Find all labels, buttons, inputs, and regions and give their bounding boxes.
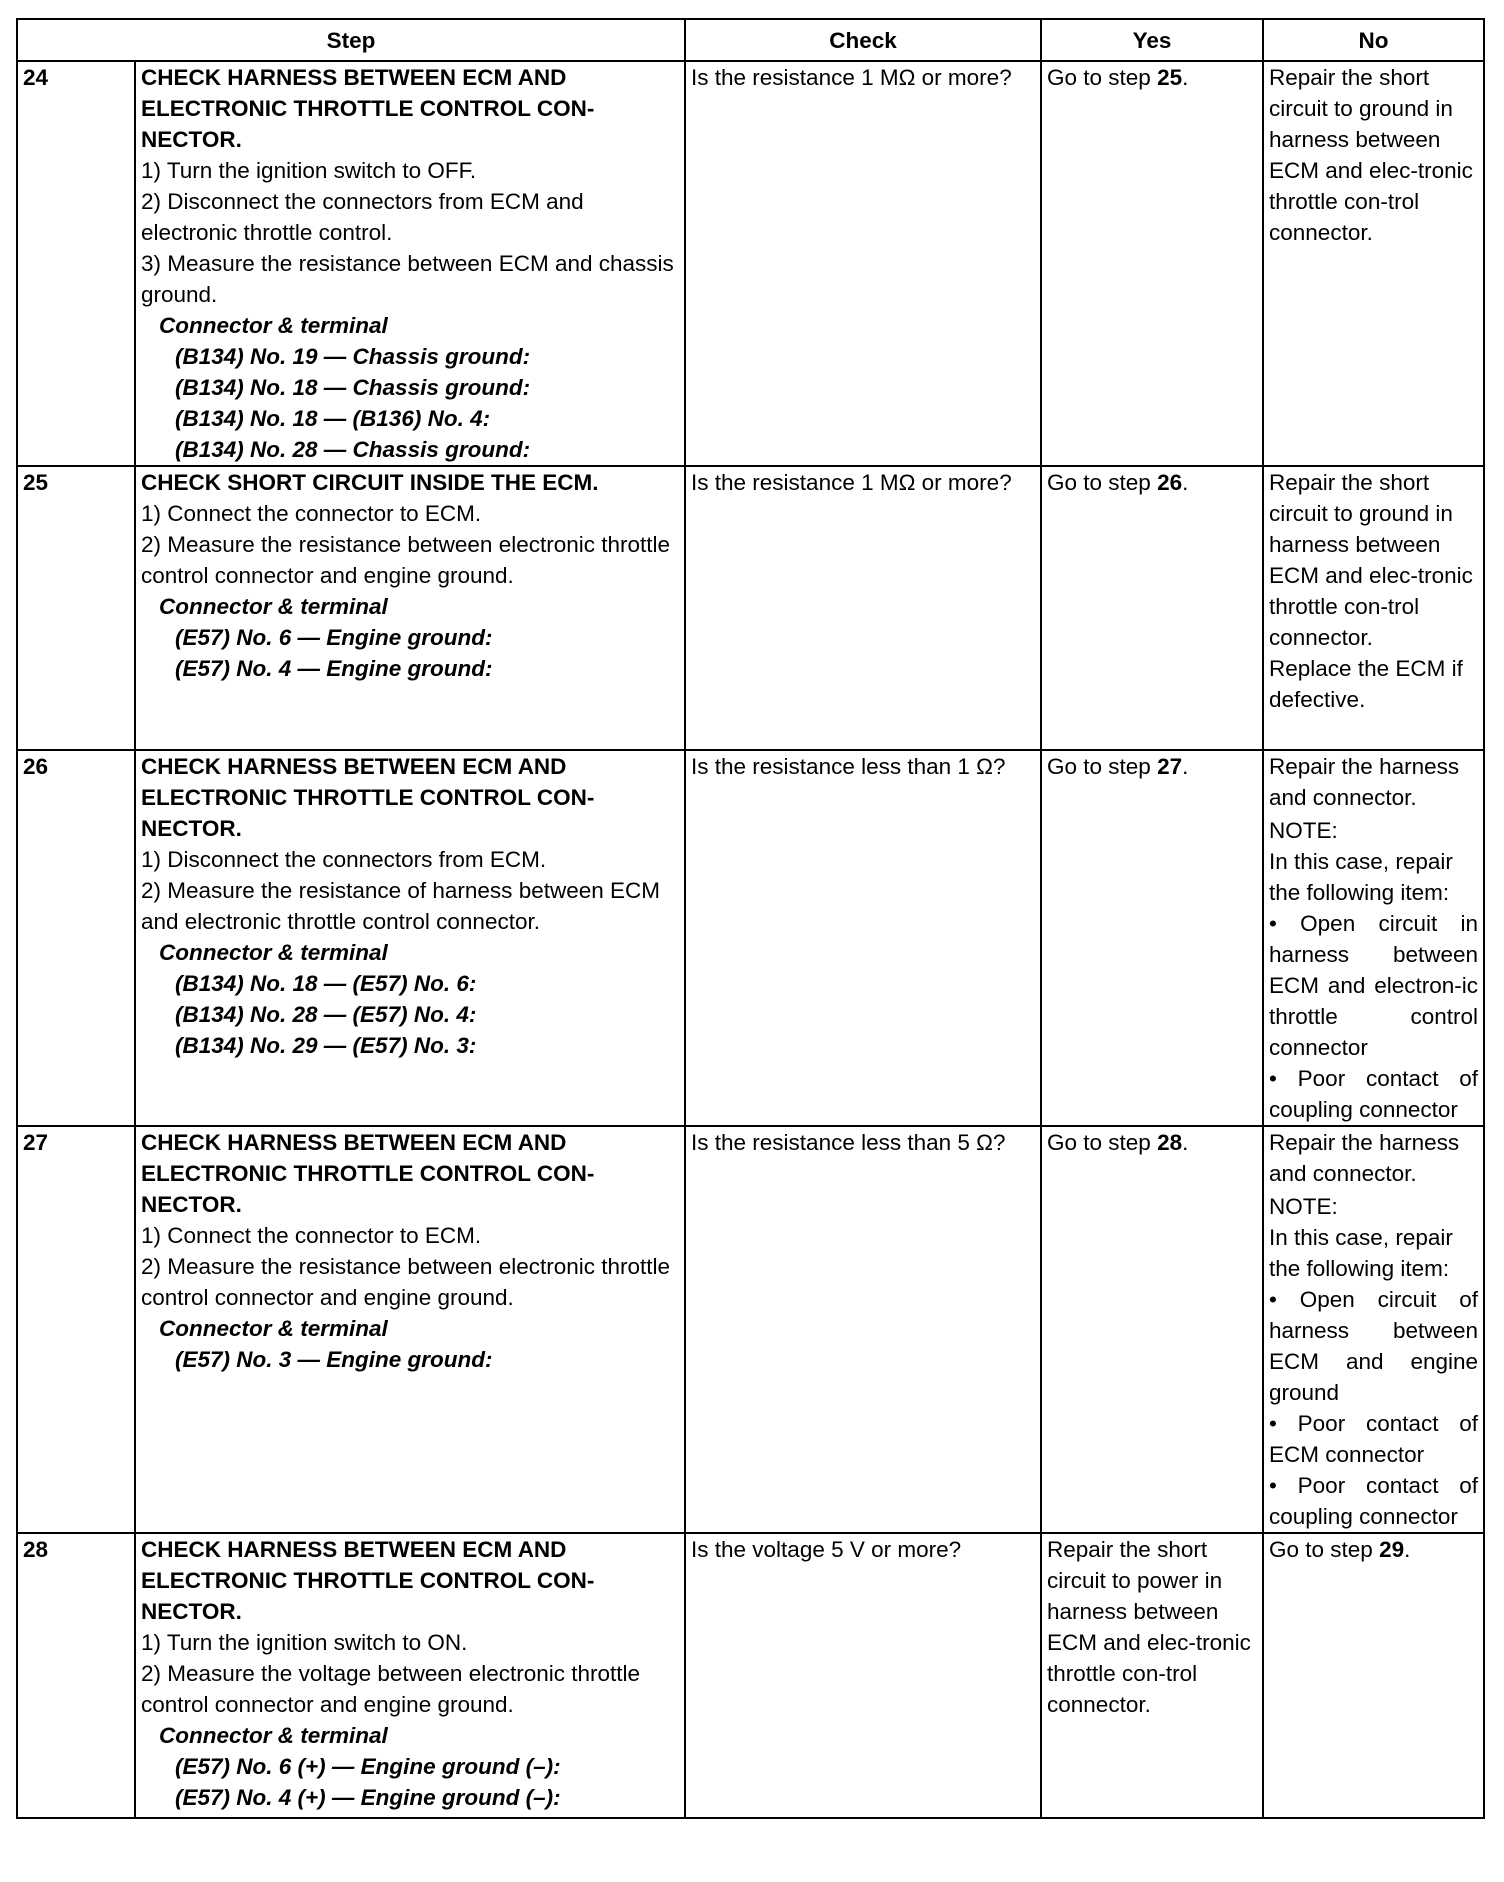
connector-label: Connector & terminal xyxy=(159,940,388,965)
note-label: NOTE: xyxy=(1269,818,1338,843)
terminal-spec: (B134) No. 19 — Chassis ground: xyxy=(175,344,531,369)
yes-step-ref: 26 xyxy=(1157,470,1183,495)
yes-cell xyxy=(1041,1126,1263,1533)
no-prefix: Go to step xyxy=(1269,1537,1380,1562)
yes-prefix: Go to step xyxy=(1047,470,1158,495)
step-title-line: CHECK HARNESS BETWEEN ECM AND xyxy=(141,754,567,779)
note-text: In this case, repair the following item: xyxy=(1269,1225,1453,1281)
check-text: Is the resistance 1 MΩ or more? xyxy=(691,65,1012,90)
no-text: Repair the short circuit to ground in harness between ECM and elec-tronic throttle con-trol connector. xyxy=(1269,65,1473,245)
step-title-line: ELECTRONIC THROTTLE CONTROL CON- xyxy=(141,1161,595,1186)
no-cell xyxy=(1263,1126,1484,1533)
no-text: Repair the harness and connector. xyxy=(1269,1130,1460,1186)
note-bullet: • Poor contact of coupling connector xyxy=(1269,1473,1479,1529)
step-title-line: CHECK HARNESS BETWEEN ECM AND xyxy=(141,65,567,90)
yes-prefix: Go to step xyxy=(1047,65,1158,90)
yes-step-ref: 28 xyxy=(1157,1130,1183,1155)
instruction: 1) Connect the connector to ECM. xyxy=(141,501,482,526)
step-title-line: NECTOR. xyxy=(141,1192,242,1217)
step-title-line: CHECK SHORT CIRCUIT INSIDE THE ECM. xyxy=(141,470,599,495)
note-bullet: • Open circuit of harness between ECM and engine ground xyxy=(1269,1287,1479,1405)
step-title-line: NECTOR. xyxy=(141,1599,242,1624)
connector-label: Connector & terminal xyxy=(159,1316,388,1341)
no-suffix: . xyxy=(1404,1537,1411,1562)
no-cell xyxy=(1263,1533,1484,1818)
instruction: 1) Turn the ignition switch to ON. xyxy=(141,1630,468,1655)
instruction: 2) Measure the resistance of harness between ECM and electronic throttle control connector. xyxy=(141,878,661,934)
yes-prefix: Go to step xyxy=(1047,754,1158,779)
terminal-spec: (E57) No. 3 — Engine ground: xyxy=(175,1347,493,1372)
yes-suffix: . xyxy=(1182,65,1189,90)
yes-step-ref: 25 xyxy=(1157,65,1183,90)
yes-suffix: . xyxy=(1182,470,1189,495)
terminal-spec: (B134) No. 18 — (B136) No. 4: xyxy=(175,406,491,431)
instruction: 2) Measure the voltage between electronic throttle control connector and engine ground. xyxy=(141,1661,641,1717)
step-description xyxy=(135,750,685,1126)
step-title-line: ELECTRONIC THROTTLE CONTROL CON- xyxy=(141,785,595,810)
step-number: 26 xyxy=(17,750,135,1126)
step-number: 25 xyxy=(17,466,135,750)
table-row xyxy=(17,750,1484,1126)
note-bullet: • Poor contact of ECM connector xyxy=(1269,1411,1479,1467)
step-title-line: ELECTRONIC THROTTLE CONTROL CON- xyxy=(141,1568,595,1593)
yes-cell xyxy=(1041,466,1263,750)
no-text: Repair the harness and connector. xyxy=(1269,754,1460,810)
no-cell xyxy=(1263,750,1484,1126)
instruction: 1) Turn the ignition switch to OFF. xyxy=(141,158,477,183)
document-page xyxy=(16,18,1485,1819)
no-cell xyxy=(1263,61,1484,466)
note-bullet: • Poor contact of coupling connector xyxy=(1269,1066,1479,1122)
instruction: 2) Disconnect the connectors from ECM and electronic throttle control. xyxy=(141,189,584,245)
check-cell xyxy=(685,466,1041,750)
step-number: 27 xyxy=(17,1126,135,1533)
instruction: 1) Connect the connector to ECM. xyxy=(141,1223,482,1248)
step-number: 28 xyxy=(17,1533,135,1818)
check-text: Is the resistance less than 1 Ω? xyxy=(691,754,1006,779)
terminal-spec: (E57) No. 4 — Engine ground: xyxy=(175,656,493,681)
table-row xyxy=(17,466,1484,750)
yes-step-ref: 27 xyxy=(1157,754,1183,779)
check-cell xyxy=(685,1533,1041,1818)
header-step: Step xyxy=(17,19,685,61)
check-text: Is the resistance 1 MΩ or more? xyxy=(691,470,1012,495)
terminal-spec: (B134) No. 18 — (E57) No. 6: xyxy=(175,971,477,996)
table-row xyxy=(17,1126,1484,1533)
connector-label: Connector & terminal xyxy=(159,313,388,338)
connector-label: Connector & terminal xyxy=(159,594,388,619)
step-number: 24 xyxy=(17,61,135,466)
no-text: Repair the short circuit to ground in harness between ECM and elec-tronic throttle con-trol connector. xyxy=(1269,470,1473,650)
step-title-line: NECTOR. xyxy=(141,127,242,152)
step-title-line: CHECK HARNESS BETWEEN ECM AND xyxy=(141,1130,567,1155)
step-title-line: CHECK HARNESS BETWEEN ECM AND xyxy=(141,1537,567,1562)
check-cell xyxy=(685,750,1041,1126)
table-row xyxy=(17,61,1484,466)
header-no: No xyxy=(1263,19,1484,61)
no-text: Replace the ECM if defective. xyxy=(1269,656,1463,712)
yes-suffix: . xyxy=(1182,754,1189,779)
note-text: In this case, repair the following item: xyxy=(1269,849,1453,905)
instruction: 1) Disconnect the connectors from ECM. xyxy=(141,847,547,872)
diagnostic-table xyxy=(16,18,1485,1819)
note-bullet: • Open circuit in harness between ECM and electron-ic throttle control connector xyxy=(1269,911,1479,1060)
table-row xyxy=(17,1533,1484,1818)
yes-cell xyxy=(1041,750,1263,1126)
no-cell xyxy=(1263,466,1484,750)
step-description xyxy=(135,61,685,466)
check-text: Is the resistance less than 5 Ω? xyxy=(691,1130,1006,1155)
step-description xyxy=(135,1126,685,1533)
yes-cell xyxy=(1041,61,1263,466)
check-text: Is the voltage 5 V or more? xyxy=(691,1537,962,1562)
terminal-spec: (E57) No. 6 (+) — Engine ground (–): xyxy=(175,1754,561,1779)
yes-text: Repair the short circuit to power in harness between ECM and elec-tronic throttle con-trol connector. xyxy=(1047,1537,1251,1717)
step-title-line: ELECTRONIC THROTTLE CONTROL CON- xyxy=(141,96,595,121)
check-cell xyxy=(685,1126,1041,1533)
header-row xyxy=(17,19,1484,61)
step-description xyxy=(135,1533,685,1818)
terminal-spec: (B134) No. 29 — (E57) No. 3: xyxy=(175,1033,477,1058)
terminal-spec: (E57) No. 4 (+) — Engine ground (–): xyxy=(175,1785,561,1810)
instruction: 3) Measure the resistance between ECM and chassis ground. xyxy=(141,251,674,307)
step-description xyxy=(135,466,685,750)
instruction: 2) Measure the resistance between electronic throttle control connector and engine ground. xyxy=(141,1254,671,1310)
instruction: 2) Measure the resistance between electronic throttle control connector and engine ground. xyxy=(141,532,671,588)
header-check: Check xyxy=(685,19,1041,61)
terminal-spec: (B134) No. 28 — (E57) No. 4: xyxy=(175,1002,477,1027)
header-yes: Yes xyxy=(1041,19,1263,61)
yes-prefix: Go to step xyxy=(1047,1130,1158,1155)
terminal-spec: (B134) No. 18 — Chassis ground: xyxy=(175,375,531,400)
note-label: NOTE: xyxy=(1269,1194,1338,1219)
step-title-line: NECTOR. xyxy=(141,816,242,841)
no-step-ref: 29 xyxy=(1379,1537,1405,1562)
terminal-spec: (E57) No. 6 — Engine ground: xyxy=(175,625,493,650)
yes-cell xyxy=(1041,1533,1263,1818)
check-cell xyxy=(685,61,1041,466)
connector-label: Connector & terminal xyxy=(159,1723,388,1748)
terminal-spec: (B134) No. 28 — Chassis ground: xyxy=(175,437,531,462)
yes-suffix: . xyxy=(1182,1130,1189,1155)
